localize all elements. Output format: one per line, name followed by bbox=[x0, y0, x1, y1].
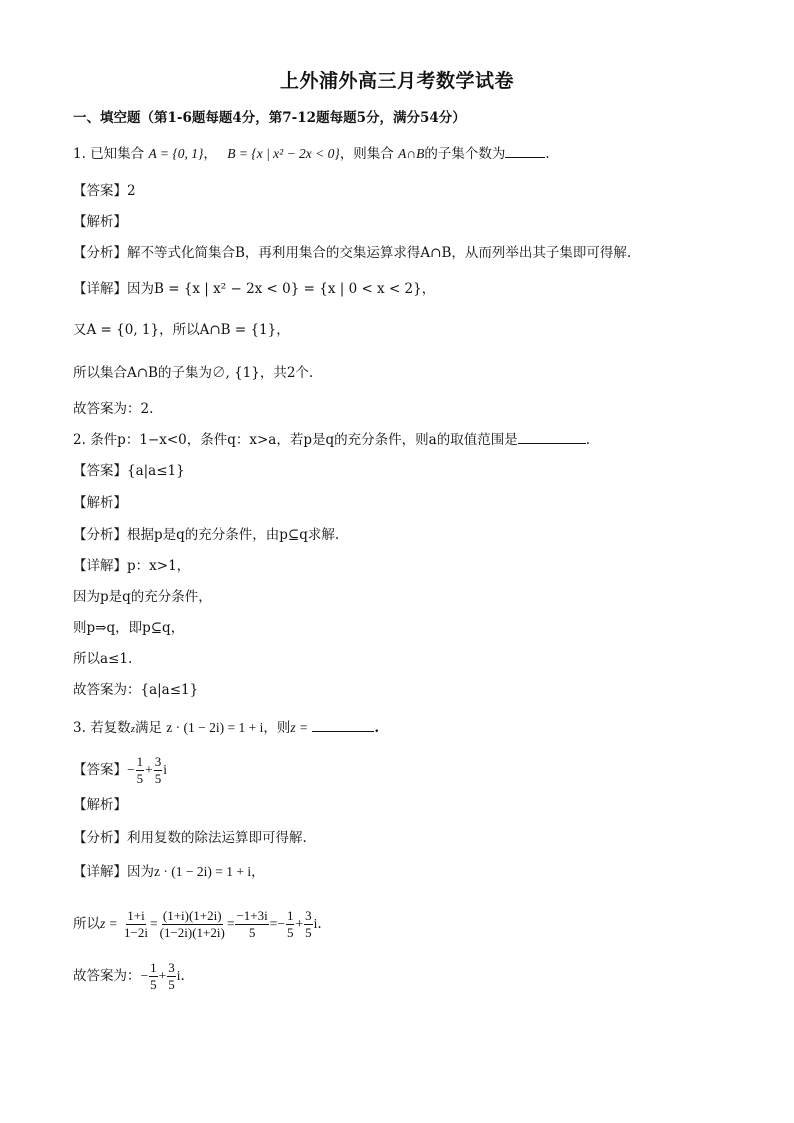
equals: = bbox=[226, 916, 235, 931]
frac-num: 1+i bbox=[127, 908, 145, 923]
frac-num: 3 bbox=[168, 960, 175, 975]
q3-frac-1 bbox=[123, 908, 149, 941]
q3-eq: z · (1 − 2i) = 1 + i bbox=[166, 720, 264, 735]
q1-d2: 又A = {0, 1}，所以A∩B = {1}， bbox=[73, 322, 290, 338]
frac-den: 5 bbox=[248, 925, 256, 940]
imag-i: i bbox=[313, 916, 318, 931]
q3-d3: 故答案为： bbox=[73, 968, 141, 984]
q3-d1: 因为z · (1 − 2i) = 1 + i， bbox=[127, 864, 265, 879]
q3-pre: 若复数 bbox=[90, 720, 131, 736]
q1-fenxi-tag: 【分析】 bbox=[73, 245, 127, 261]
q3-ans-i: i bbox=[163, 762, 168, 777]
q1-fenxi: 解不等式化简集合B，再利用集合的交集运算求得A∩B，从而列举出其子集即可得解. bbox=[127, 245, 632, 261]
minus: − bbox=[277, 916, 285, 931]
q2-d1: p：x>1， bbox=[127, 558, 191, 574]
q2-detail-tag: 【详解】 bbox=[73, 558, 127, 574]
q1-d3: 所以集合A∩B的子集为∅, {1}，共2个. bbox=[73, 365, 314, 381]
q2-text: 条件p：1−x<0，条件q：x>a，若p是q的充分条件，则a的取值范围是 bbox=[90, 432, 518, 448]
q2-answer: {a|a≤1} bbox=[127, 463, 185, 479]
q1-analysis-tag: 【解析】 bbox=[73, 214, 127, 230]
q3-ans-frac-1 bbox=[136, 754, 145, 787]
question-3 bbox=[73, 717, 379, 739]
q1-setB: B = {x | x² − 2x < 0} bbox=[227, 146, 340, 161]
imag-i: i bbox=[176, 968, 181, 983]
q3-z: z bbox=[130, 723, 135, 735]
frac-den: 5 bbox=[286, 925, 294, 940]
q3-detail-row bbox=[73, 862, 265, 882]
frac-den: 5 bbox=[154, 771, 162, 786]
q3-analysis-tag: 【解析】 bbox=[73, 797, 127, 813]
q3-post: ，则 bbox=[263, 720, 291, 736]
q1-answer-row bbox=[73, 181, 136, 201]
q3-answer-tag: 【答案】 bbox=[73, 762, 127, 778]
q2-end: . bbox=[585, 432, 590, 448]
frac-num: 3 bbox=[154, 754, 162, 769]
q1-detail-tag: 【详解】 bbox=[73, 281, 127, 297]
q2-answer-row bbox=[73, 461, 185, 481]
frac-num: 1 bbox=[286, 908, 294, 923]
equals: = bbox=[269, 916, 278, 931]
q2-d5: 故答案为：{a|a≤1} bbox=[73, 682, 199, 698]
q1-aib: A∩B bbox=[398, 146, 425, 161]
frac-den: (1−2i)(1+2i) bbox=[159, 925, 225, 940]
q3-fenxi-row bbox=[73, 828, 307, 848]
frac-num: 1 bbox=[150, 960, 157, 975]
q3-d2-z: z = bbox=[100, 916, 118, 931]
frac-den: 5 bbox=[150, 977, 157, 992]
q1-setA: A = {0, 1} bbox=[148, 146, 204, 161]
q2-fenxi-row bbox=[73, 525, 339, 545]
q3-ans-frac-2 bbox=[154, 754, 163, 787]
q2-detail-row bbox=[73, 556, 190, 576]
q1-ask: 的子集个数为 bbox=[424, 146, 506, 162]
q3-frac-4 bbox=[286, 908, 295, 941]
plus: + bbox=[295, 916, 304, 931]
q3-ans-sign: − bbox=[127, 762, 135, 777]
q3-d3-end: . bbox=[180, 968, 185, 984]
q3-fenxi: 利用复数的除法运算即可得解. bbox=[127, 830, 307, 846]
q2-d4: 所以a≤1. bbox=[73, 651, 133, 667]
q3-fenxi-tag: 【分析】 bbox=[73, 830, 127, 846]
frac-num: (1+i)(1+2i) bbox=[162, 908, 222, 923]
q1-fenxi-row bbox=[73, 243, 631, 263]
q3-frac-5 bbox=[304, 908, 313, 941]
q2-answer-tag: 【答案】 bbox=[73, 463, 127, 479]
q2-blank bbox=[518, 429, 586, 444]
q1-comma: ， bbox=[203, 146, 217, 162]
q1-post: ，则集合 bbox=[339, 146, 394, 162]
page-title: 上外浦外高三月考数学试卷 bbox=[279, 70, 514, 92]
q3-frac-2 bbox=[159, 908, 226, 941]
frac-den: 5 bbox=[168, 977, 175, 992]
q3-d2-pre: 所以 bbox=[73, 916, 100, 932]
q3-d2-row bbox=[73, 904, 322, 944]
q3-detail-tag: 【详解】 bbox=[73, 864, 127, 880]
q3-mid: 满足 bbox=[134, 720, 162, 736]
q3-frac-3 bbox=[235, 908, 268, 941]
q1-d1: 因为B = {x | x² − 2x < 0} = {x | 0 < x < 2}， bbox=[127, 281, 436, 297]
q1-detail-row bbox=[73, 279, 435, 299]
q2-fenxi: 根据p是q的充分条件，由p⊆q求解. bbox=[127, 527, 340, 543]
q2-analysis-tag: 【解析】 bbox=[73, 495, 127, 511]
frac-num: −1+3i bbox=[236, 908, 268, 923]
q2-d3: 则p⇒q，即p⊆q， bbox=[73, 620, 185, 636]
equals: = bbox=[150, 916, 158, 931]
q1-d4: 故答案为：2. bbox=[73, 401, 154, 417]
q3-end: . bbox=[374, 720, 380, 736]
frac-num: 3 bbox=[305, 908, 312, 923]
question-2 bbox=[73, 429, 590, 450]
frac-den: 5 bbox=[305, 925, 312, 940]
q3-blank bbox=[312, 717, 374, 732]
q1-answer: 2 bbox=[127, 183, 136, 199]
question-1 bbox=[73, 143, 550, 164]
q3-frac-6 bbox=[149, 960, 158, 993]
frac-den: 5 bbox=[136, 771, 144, 786]
q2-d2: 因为p是q的充分条件， bbox=[73, 589, 212, 605]
q3-num: 3. bbox=[73, 720, 86, 736]
q3-frac-7 bbox=[167, 960, 176, 993]
q1-end: . bbox=[545, 146, 550, 162]
q1-pre: 已知集合 bbox=[90, 146, 145, 162]
plus: + bbox=[158, 968, 167, 983]
minus: − bbox=[140, 968, 149, 983]
q2-fenxi-tag: 【分析】 bbox=[73, 527, 127, 543]
section-heading: 一、填空题（第1-6题每题4分，第7-12题每题5分，满分54分） bbox=[73, 110, 466, 126]
q1-blank bbox=[505, 143, 545, 158]
q1-num: 1. bbox=[73, 146, 86, 162]
q1-answer-tag: 【答案】 bbox=[73, 183, 127, 199]
q3-ans-plus: + bbox=[145, 762, 153, 777]
q3-zeq: z = bbox=[290, 720, 309, 735]
frac-num: 1 bbox=[136, 754, 144, 769]
q3-d2-end: . bbox=[317, 916, 322, 932]
q3-d3-row bbox=[73, 958, 185, 994]
frac-den: 1−2i bbox=[124, 925, 148, 940]
q3-answer-row bbox=[73, 752, 167, 788]
q2-num: 2. bbox=[73, 432, 86, 448]
